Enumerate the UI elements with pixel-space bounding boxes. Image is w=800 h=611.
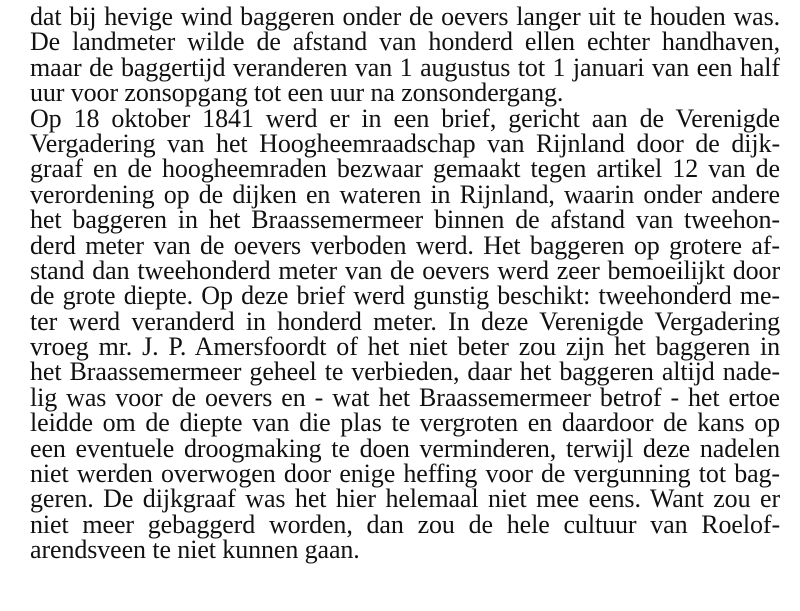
text-line: derd meter van de oevers verboden werd. Het baggeren op grotere af- xyxy=(30,230,780,260)
text-line: niet werden overwogen door enige heffing voor de vergunning tot bag- xyxy=(30,459,780,489)
text-line: geren. De dijkgraaf was het hier helemaal niet mee eens. Want zou er xyxy=(30,484,780,514)
text-line: ter werd veranderd in honderd meter. In deze Verenigde Vergadering xyxy=(30,306,780,336)
text-line: maar de baggertijd veranderen van 1 augustus tot 1 januari van een half xyxy=(30,52,780,82)
document-page xyxy=(30,4,780,563)
text-line: dat bij hevige wind baggeren onder de oevers langer uit te houden was. xyxy=(30,2,780,31)
text-line: het Braassemermeer geheel te verbieden, daar het baggeren altijd nade- xyxy=(30,357,780,387)
text-line: een eventuele droogmaking te doen verminderen, terwijl deze nadelen xyxy=(30,433,780,463)
text-line: de grote diepte. Op deze brief werd gunstig beschikt: tweehonderd me- xyxy=(30,281,780,311)
text-line: De landmeter wilde de afstand van honderd ellen echter handhaven, xyxy=(30,27,780,57)
text-line: graaf en de hoogheemraden bezwaar gemaakt tegen artikel 12 van de xyxy=(30,154,780,184)
text-line: arendsveen te niet kunnen gaan. xyxy=(30,535,360,565)
text-line: lig was voor de oevers en - wat het Braassemermeer betrof - het ertoe xyxy=(30,382,780,412)
text-line: Op 18 oktober 1841 werd er in een brief, gericht aan de Verenigde xyxy=(30,103,780,133)
text-line: stand dan tweehonderd meter van de oevers werd zeer bemoeilijkt door xyxy=(30,255,780,285)
text-line: leidde om de diepte van die plas te vergroten en daardoor de kans op xyxy=(30,408,780,438)
text-line: uur voor zonsopgang tot een uur na zonsondergang. xyxy=(30,78,564,108)
text-line: Vergadering van het Hoogheemraadschap van Rijnland door de dijk- xyxy=(30,128,780,158)
text-line: vroeg mr. J. P. Amersfoordt of het niet beter zou zijn het baggeren in xyxy=(30,332,780,362)
text-line: het baggeren in het Braassemermeer binnen de afstand van tweehon- xyxy=(30,205,780,235)
text-line: verordening op de dijken en wateren in Rijnland, waarin onder andere xyxy=(30,179,780,209)
text-line: niet meer gebaggerd worden, dan zou de hele cultuur van Roelof- xyxy=(30,509,780,539)
